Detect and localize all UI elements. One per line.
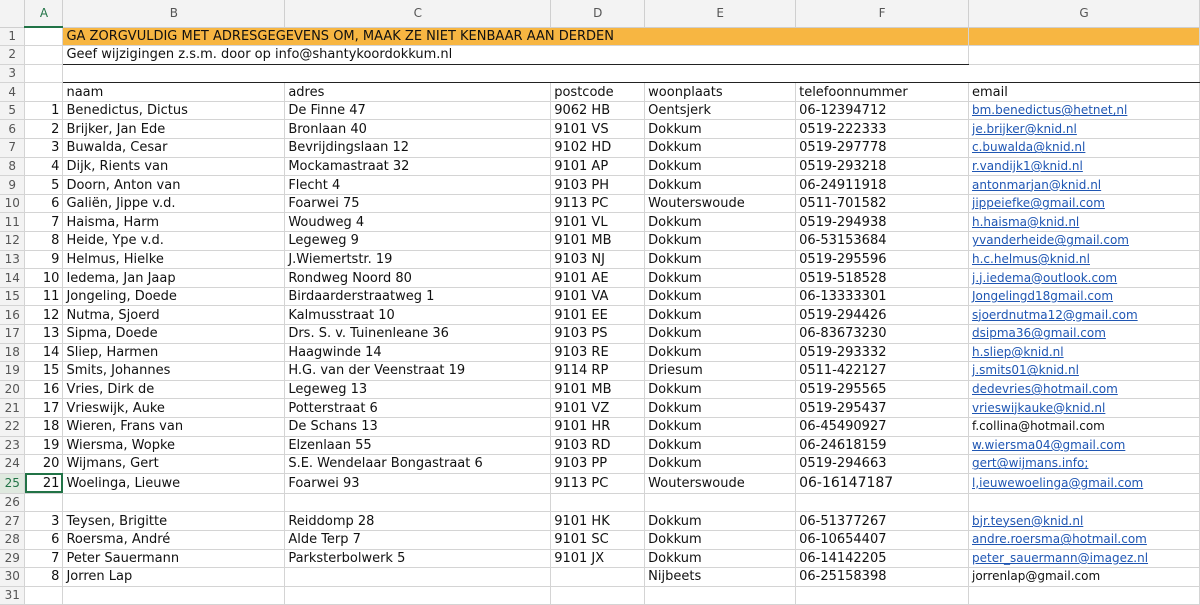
cell-telefoon[interactable] xyxy=(796,493,969,512)
cell-naam[interactable]: Peter Sauermann xyxy=(63,549,285,568)
cell-email[interactable]: bm.benedictus@hetnet,nl xyxy=(969,101,1200,120)
cell-postcode[interactable]: 9101 SC xyxy=(551,530,645,549)
column-header-a[interactable]: A xyxy=(25,0,63,27)
cell-adres[interactable]: Bronlaan 40 xyxy=(285,120,551,139)
cell-woonplaats[interactable]: Nijbeets xyxy=(645,568,796,587)
cell-number[interactable]: 8 xyxy=(25,232,63,251)
cell[interactable] xyxy=(25,27,63,46)
cell-postcode[interactable]: 9101 VS xyxy=(551,120,645,139)
row-header[interactable]: 21 xyxy=(0,399,25,418)
header-telefoonnummer[interactable]: telefoonnummer xyxy=(796,83,969,102)
row-header[interactable]: 1 xyxy=(0,27,25,46)
cell-adres[interactable]: De Schans 13 xyxy=(285,417,551,436)
cell-woonplaats[interactable]: Dokkum xyxy=(645,530,796,549)
cell-email[interactable]: dedevries@hotmail.com xyxy=(969,380,1200,399)
cell-postcode[interactable]: 9102 HD xyxy=(551,139,645,158)
row-header[interactable]: 16 xyxy=(0,306,25,325)
cell-woonplaats[interactable]: Dokkum xyxy=(645,232,796,251)
cell-woonplaats[interactable]: Dokkum xyxy=(645,139,796,158)
row-header[interactable]: 24 xyxy=(0,455,25,474)
cell-woonplaats[interactable]: Dokkum xyxy=(645,380,796,399)
cell-adres[interactable]: Haagwinde 14 xyxy=(285,343,551,362)
table-row xyxy=(0,176,1200,195)
cell-email[interactable]: sjoerdnutma12@gmail.com xyxy=(969,306,1200,325)
row-header[interactable]: 11 xyxy=(0,213,25,232)
cell-postcode[interactable]: 9113 PC xyxy=(551,473,645,493)
cell-adres[interactable]: Birdaarderstraatweg 1 xyxy=(285,287,551,306)
cell-woonplaats[interactable]: Dokkum xyxy=(645,176,796,195)
table-row xyxy=(0,213,1200,232)
row-header[interactable]: 20 xyxy=(0,380,25,399)
cell-woonplaats[interactable]: Dokkum xyxy=(645,549,796,568)
table-row xyxy=(0,399,1200,418)
table-row xyxy=(0,232,1200,251)
cell-telefoon[interactable]: 06-51377267 xyxy=(796,512,969,531)
column-header-g[interactable]: G xyxy=(969,0,1200,27)
cell-adres[interactable]: De Finne 47 xyxy=(285,101,551,120)
header-naam[interactable]: naam xyxy=(63,83,285,102)
cell-email[interactable]: antonmarjan@knid.nl xyxy=(969,176,1200,195)
cell-adres[interactable]: Legeweg 9 xyxy=(285,232,551,251)
cell-telefoon[interactable]: 06-10654407 xyxy=(796,530,969,549)
cell-number[interactable]: 10 xyxy=(25,269,63,288)
cell-email[interactable]: r.vandijk1@knid.nl xyxy=(969,157,1200,176)
row-header[interactable]: 17 xyxy=(0,325,25,344)
cell-number[interactable]: 12 xyxy=(25,306,63,325)
cell-woonplaats[interactable]: Driesum xyxy=(645,362,796,381)
row-header[interactable]: 2 xyxy=(0,46,25,65)
cell-woonplaats[interactable]: Dokkum xyxy=(645,343,796,362)
cell-adres[interactable]: Flecht 4 xyxy=(285,176,551,195)
cell-woonplaats[interactable]: Dokkum xyxy=(645,455,796,474)
cell-naam[interactable] xyxy=(63,586,285,605)
cell-naam[interactable]: Vries, Dirk de xyxy=(63,380,285,399)
row-header[interactable]: 22 xyxy=(0,417,25,436)
cell-woonplaats[interactable]: Oentsjerk xyxy=(645,101,796,120)
header-postcode[interactable]: postcode xyxy=(551,83,645,102)
cell-naam[interactable]: Sipma, Doede xyxy=(63,325,285,344)
cell-postcode[interactable]: 9101 EE xyxy=(551,306,645,325)
cell-adres[interactable]: Elzenlaan 55 xyxy=(285,436,551,455)
cell-number[interactable]: 14 xyxy=(25,343,63,362)
row-header[interactable]: 15 xyxy=(0,287,25,306)
cell[interactable] xyxy=(25,83,63,102)
cell-adres[interactable]: J.Wiemertstr. 19 xyxy=(285,250,551,269)
cell-woonplaats[interactable]: Dokkum xyxy=(645,417,796,436)
cell-number[interactable]: 18 xyxy=(25,417,63,436)
cell-adres[interactable]: Potterstraat 6 xyxy=(285,399,551,418)
cell-woonplaats[interactable]: Dokkum xyxy=(645,399,796,418)
cell-telefoon[interactable]: 06-13333301 xyxy=(796,287,969,306)
cell-email[interactable]: andre.roersma@hotmail.com xyxy=(969,530,1200,549)
cell[interactable] xyxy=(63,64,1200,83)
cell-email[interactable]: vrieswijkauke@knid.nl xyxy=(969,399,1200,418)
cell-naam[interactable]: Galiën, Jippe v.d. xyxy=(63,194,285,213)
cell-postcode[interactable]: 9101 JX xyxy=(551,549,645,568)
cell-adres[interactable] xyxy=(285,586,551,605)
cell-email[interactable]: bjr.teysen@knid.nl xyxy=(969,512,1200,531)
cell-email[interactable]: dsipma36@gmail.com xyxy=(969,325,1200,344)
cell-number[interactable]: 19 xyxy=(25,436,63,455)
table-row xyxy=(0,586,1200,605)
cell-postcode[interactable]: 9103 PH xyxy=(551,176,645,195)
cell-postcode[interactable]: 9101 VL xyxy=(551,213,645,232)
row-header[interactable]: 27 xyxy=(0,512,25,531)
cell-telefoon[interactable]: 0519-295437 xyxy=(796,399,969,418)
cell-number[interactable]: 7 xyxy=(25,549,63,568)
column-header-c[interactable]: C xyxy=(285,0,551,27)
cell[interactable] xyxy=(25,46,63,65)
table-row xyxy=(0,530,1200,549)
cell-adres[interactable]: H.G. van der Veenstraat 19 xyxy=(285,362,551,381)
cell-adres[interactable]: Rondweg Noord 80 xyxy=(285,269,551,288)
cell-email[interactable]: h.c.helmus@knid.nl xyxy=(969,250,1200,269)
cell-woonplaats[interactable]: Dokkum xyxy=(645,512,796,531)
cell-telefoon[interactable]: 0519-294663 xyxy=(796,455,969,474)
row-header[interactable]: 7 xyxy=(0,139,25,158)
cell-postcode[interactable]: 9113 PC xyxy=(551,194,645,213)
cell-naam[interactable]: Brijker, Jan Ede xyxy=(63,120,285,139)
table-row xyxy=(0,194,1200,213)
table-row xyxy=(0,512,1200,531)
cell-number[interactable] xyxy=(25,493,63,512)
cell-telefoon[interactable]: 0519-222333 xyxy=(796,120,969,139)
cell-number[interactable]: 2 xyxy=(25,120,63,139)
cell-telefoon[interactable]: 0519-293218 xyxy=(796,157,969,176)
cell-adres[interactable]: S.E. Wendelaar Bongastraat 6 xyxy=(285,455,551,474)
row-header[interactable]: 3 xyxy=(0,64,25,83)
cell-adres[interactable]: Foarwei 93 xyxy=(285,473,551,493)
cell-email[interactable]: peter_sauermann@imagez.nl xyxy=(969,549,1200,568)
empty-row xyxy=(0,64,1200,83)
cell-naam[interactable]: Jongeling, Doede xyxy=(63,287,285,306)
cell-postcode[interactable]: 9103 PP xyxy=(551,455,645,474)
cell-postcode[interactable]: 9062 HB xyxy=(551,101,645,120)
cell-number[interactable]: 1 xyxy=(25,101,63,120)
cell-postcode[interactable]: 9103 PS xyxy=(551,325,645,344)
row-header[interactable]: 6 xyxy=(0,120,25,139)
table-row xyxy=(0,306,1200,325)
row-header[interactable]: 30 xyxy=(0,568,25,587)
row-header[interactable]: 4 xyxy=(0,83,25,102)
cell-adres[interactable]: Kalmusstraat 10 xyxy=(285,306,551,325)
cell[interactable] xyxy=(25,64,63,83)
cell-woonplaats[interactable]: Wouterswoude xyxy=(645,194,796,213)
cell-postcode[interactable]: 9114 RP xyxy=(551,362,645,381)
cell-postcode[interactable]: 9101 HK xyxy=(551,512,645,531)
row-header[interactable]: 31 xyxy=(0,586,25,605)
row-header[interactable]: 5 xyxy=(0,101,25,120)
cell-naam[interactable]: Doorn, Anton van xyxy=(63,176,285,195)
cell-naam[interactable]: Benedictus, Dictus xyxy=(63,101,285,120)
cell-naam[interactable]: Nutma, Sjoerd xyxy=(63,306,285,325)
cell-email[interactable]: Jongelingd18gmail.com xyxy=(969,287,1200,306)
row-header[interactable]: 28 xyxy=(0,530,25,549)
cell-telefoon[interactable]: 06-53153684 xyxy=(796,232,969,251)
cell-postcode[interactable]: 9103 RE xyxy=(551,343,645,362)
row-header[interactable]: 8 xyxy=(0,157,25,176)
cell-postcode[interactable]: 9101 MB xyxy=(551,232,645,251)
cell-woonplaats[interactable]: Dokkum xyxy=(645,120,796,139)
cell-number[interactable] xyxy=(25,586,63,605)
cell-telefoon[interactable]: 06-12394712 xyxy=(796,101,969,120)
info-row xyxy=(0,46,1200,65)
select-all-corner[interactable] xyxy=(0,0,25,27)
cell-naam[interactable]: Wieren, Frans van xyxy=(63,417,285,436)
cell-telefoon[interactable]: 0519-295565 xyxy=(796,380,969,399)
cell-adres[interactable]: Alde Terp 7 xyxy=(285,530,551,549)
row-header[interactable]: 23 xyxy=(0,436,25,455)
cell-number[interactable]: 16 xyxy=(25,380,63,399)
cell-number[interactable]: 8 xyxy=(25,568,63,587)
cell-number[interactable]: 7 xyxy=(25,213,63,232)
row-header[interactable]: 29 xyxy=(0,549,25,568)
cell-number[interactable]: 3 xyxy=(25,512,63,531)
row-header[interactable]: 25 xyxy=(0,473,25,493)
cell-naam[interactable]: Vrieswijk, Auke xyxy=(63,399,285,418)
cell-adres[interactable]: Legeweg 13 xyxy=(285,380,551,399)
cell-postcode[interactable] xyxy=(551,493,645,512)
row-header[interactable]: 9 xyxy=(0,176,25,195)
table-row xyxy=(0,101,1200,120)
warning-row xyxy=(0,27,1200,46)
cell-number[interactable]: 21 xyxy=(25,473,63,493)
column-header-e[interactable]: E xyxy=(645,0,796,27)
row-header[interactable]: 19 xyxy=(0,362,25,381)
cell-number[interactable]: 6 xyxy=(25,194,63,213)
cell-naam[interactable]: Sliep, Harmen xyxy=(63,343,285,362)
cell-postcode[interactable]: 9101 VA xyxy=(551,287,645,306)
table-row xyxy=(0,473,1200,493)
cell-telefoon[interactable] xyxy=(796,586,969,605)
cell-telefoon[interactable]: 0519-294426 xyxy=(796,306,969,325)
column-header-d[interactable]: D xyxy=(551,0,645,27)
cell-email[interactable]: c.buwalda@knid.nl xyxy=(969,139,1200,158)
cell-email[interactable]: h.haisma@knid.nl xyxy=(969,213,1200,232)
row-header[interactable]: 18 xyxy=(0,343,25,362)
cell-woonplaats[interactable]: Dokkum xyxy=(645,306,796,325)
cell-email[interactable]: h.sliep@knid.nl xyxy=(969,343,1200,362)
cell-adres[interactable]: Foarwei 75 xyxy=(285,194,551,213)
cell-woonplaats[interactable]: Wouterswoude xyxy=(645,473,796,493)
cell-number[interactable]: 20 xyxy=(25,455,63,474)
table-row xyxy=(0,380,1200,399)
cell[interactable] xyxy=(969,46,1200,65)
info-text[interactable]: Geef wijzigingen z.s.m. door op info@shantykoordokkum.nl xyxy=(63,46,969,65)
cell-email[interactable]: f.collina@hotmail.com xyxy=(969,417,1200,436)
cell-postcode[interactable]: 9103 RD xyxy=(551,436,645,455)
cell-email[interactable]: jorrenlap@gmail.com xyxy=(969,568,1200,587)
header-email[interactable]: email xyxy=(969,83,1200,102)
table-row xyxy=(0,549,1200,568)
cell-number[interactable]: 17 xyxy=(25,399,63,418)
table-row xyxy=(0,139,1200,158)
cell-woonplaats[interactable]: Dokkum xyxy=(645,325,796,344)
header-row xyxy=(0,83,1200,102)
row-header[interactable]: 13 xyxy=(0,250,25,269)
column-header-b[interactable]: B xyxy=(63,0,285,27)
cell-email[interactable] xyxy=(969,586,1200,605)
cell-telefoon[interactable]: 06-24911918 xyxy=(796,176,969,195)
header-woonplaats[interactable]: woonplaats xyxy=(645,83,796,102)
cell-woonplaats[interactable]: Dokkum xyxy=(645,157,796,176)
header-adres[interactable]: adres xyxy=(285,83,551,102)
cell-naam[interactable]: Heide, Ype v.d. xyxy=(63,232,285,251)
cell-adres[interactable]: Reiddomp 28 xyxy=(285,512,551,531)
row-header[interactable]: 10 xyxy=(0,194,25,213)
cell-naam[interactable]: Iedema, Jan Jaap xyxy=(63,269,285,288)
cell-woonplaats[interactable] xyxy=(645,586,796,605)
cell-adres[interactable]: Bevrijdingslaan 12 xyxy=(285,139,551,158)
cell-telefoon[interactable]: 0519-293332 xyxy=(796,343,969,362)
cell-telefoon[interactable]: 06-45490927 xyxy=(796,417,969,436)
cell-email[interactable]: w.wiersma04@gmail.com xyxy=(969,436,1200,455)
cell-postcode[interactable]: 9101 AP xyxy=(551,157,645,176)
cell-number[interactable]: 3 xyxy=(25,139,63,158)
cell-woonplaats[interactable]: Dokkum xyxy=(645,436,796,455)
cell-naam[interactable] xyxy=(63,493,285,512)
cell-email[interactable]: yvanderheide@gmail.com xyxy=(969,232,1200,251)
cell-email[interactable]: j.smits01@knid.nl xyxy=(969,362,1200,381)
cell-woonplaats[interactable]: Dokkum xyxy=(645,269,796,288)
cell-telefoon[interactable]: 06-24618159 xyxy=(796,436,969,455)
table-row xyxy=(0,120,1200,139)
cell-naam[interactable]: Jorren Lap xyxy=(63,568,285,587)
cell-postcode[interactable] xyxy=(551,586,645,605)
cell-woonplaats[interactable]: Dokkum xyxy=(645,213,796,232)
cell-naam[interactable]: Smits, Johannes xyxy=(63,362,285,381)
row-header[interactable]: 26 xyxy=(0,493,25,512)
cell-telefoon[interactable]: 0511-701582 xyxy=(796,194,969,213)
cell-email[interactable] xyxy=(969,493,1200,512)
cell-naam[interactable]: Haisma, Harm xyxy=(63,213,285,232)
cell-naam[interactable]: Wiersma, Wopke xyxy=(63,436,285,455)
column-header-f[interactable]: F xyxy=(796,0,969,27)
cell-telefoon[interactable]: 0519-294938 xyxy=(796,213,969,232)
cell-woonplaats[interactable] xyxy=(645,493,796,512)
table-row xyxy=(0,417,1200,436)
cell-adres[interactable]: Parksterbolwerk 5 xyxy=(285,549,551,568)
row-header[interactable]: 12 xyxy=(0,232,25,251)
cell-telefoon[interactable]: 06-83673230 xyxy=(796,325,969,344)
cell-adres[interactable]: Drs. S. v. Tuinenleane 36 xyxy=(285,325,551,344)
cell-number[interactable]: 9 xyxy=(25,250,63,269)
table-row xyxy=(0,436,1200,455)
cell-telefoon[interactable]: 0519-297778 xyxy=(796,139,969,158)
cell-telefoon[interactable]: 06-16147187 xyxy=(796,473,969,493)
cell-number[interactable]: 6 xyxy=(25,530,63,549)
cell-postcode[interactable] xyxy=(551,568,645,587)
cell[interactable] xyxy=(969,27,1200,46)
cell-naam[interactable]: Roersma, André xyxy=(63,530,285,549)
cell-number[interactable]: 15 xyxy=(25,362,63,381)
cell-telefoon[interactable]: 0519-518528 xyxy=(796,269,969,288)
cell-naam[interactable]: Woelinga, Lieuwe xyxy=(63,473,285,493)
cell-telefoon[interactable]: 06-25158398 xyxy=(796,568,969,587)
cell-telefoon[interactable]: 06-14142205 xyxy=(796,549,969,568)
table-row xyxy=(0,157,1200,176)
cell-naam[interactable]: Buwalda, Cesar xyxy=(63,139,285,158)
table-row xyxy=(0,325,1200,344)
cell-woonplaats[interactable]: Dokkum xyxy=(645,250,796,269)
warning-banner[interactable]: GA ZORGVULDIG MET ADRESGEGEVENS OM, MAAK ZE NIET KENBAAR AAN DERDEN xyxy=(63,27,969,46)
cell-telefoon[interactable]: 0511-422127 xyxy=(796,362,969,381)
cell-adres[interactable]: Mockamastraat 32 xyxy=(285,157,551,176)
cell-postcode[interactable]: 9101 MB xyxy=(551,380,645,399)
cell-email[interactable]: gert@wijmans.info; xyxy=(969,455,1200,474)
cell-postcode[interactable]: 9101 HR xyxy=(551,417,645,436)
cell-email[interactable]: j.j.iedema@outlook.com xyxy=(969,269,1200,288)
cell-postcode[interactable]: 9101 AE xyxy=(551,269,645,288)
cell-number[interactable]: 13 xyxy=(25,325,63,344)
cell-naam[interactable]: Helmus, Hielke xyxy=(63,250,285,269)
cell-woonplaats[interactable]: Dokkum xyxy=(645,287,796,306)
table-row xyxy=(0,343,1200,362)
cell-adres[interactable] xyxy=(285,493,551,512)
cell-number[interactable]: 5 xyxy=(25,176,63,195)
cell-adres[interactable] xyxy=(285,568,551,587)
cell-email[interactable]: jippeiefke@gmail.com xyxy=(969,194,1200,213)
table-row xyxy=(0,287,1200,306)
cell-telefoon[interactable]: 0519-295596 xyxy=(796,250,969,269)
table-row xyxy=(0,269,1200,288)
row-header[interactable]: 14 xyxy=(0,269,25,288)
cell-email[interactable]: je.brijker@knid.nl xyxy=(969,120,1200,139)
column-header-row xyxy=(0,0,1200,27)
table-row xyxy=(0,455,1200,474)
cell-number[interactable]: 11 xyxy=(25,287,63,306)
table-row xyxy=(0,568,1200,587)
cell-email[interactable]: l,ieuwewoelinga@gmail.com xyxy=(969,473,1200,493)
table-row xyxy=(0,362,1200,381)
cell-postcode[interactable]: 9103 NJ xyxy=(551,250,645,269)
cell-number[interactable]: 4 xyxy=(25,157,63,176)
table-row xyxy=(0,250,1200,269)
table-row xyxy=(0,493,1200,512)
cell-naam[interactable]: Wijmans, Gert xyxy=(63,455,285,474)
cell-postcode[interactable]: 9101 VZ xyxy=(551,399,645,418)
cell-naam[interactable]: Dijk, Rients van xyxy=(63,157,285,176)
cell-naam[interactable]: Teysen, Brigitte xyxy=(63,512,285,531)
cell-adres[interactable]: Woudweg 4 xyxy=(285,213,551,232)
